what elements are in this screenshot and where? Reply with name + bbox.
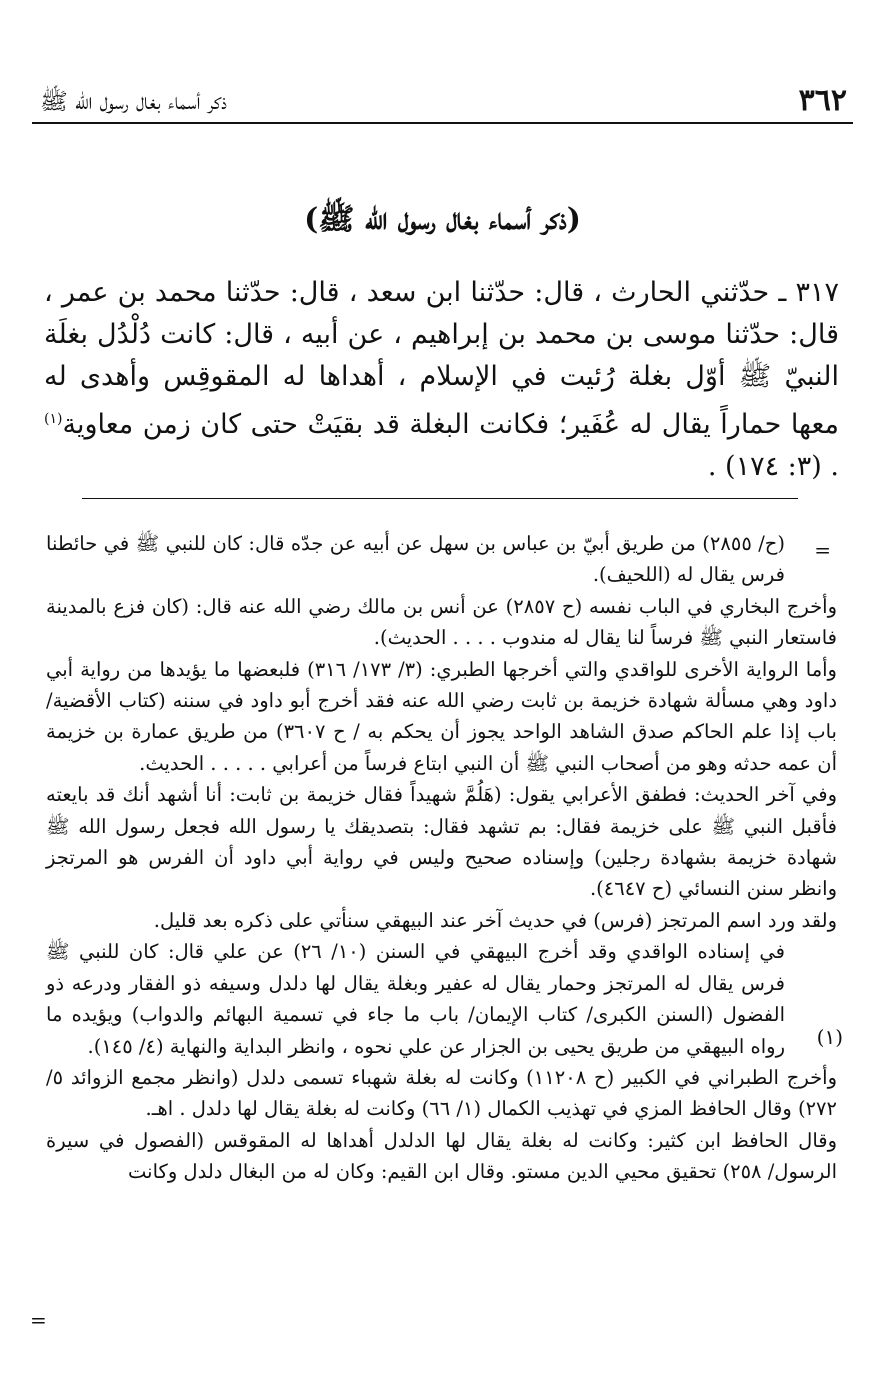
source-reference: . (٣: ١٧٤) . <box>707 451 839 482</box>
footnote-marker: (١) <box>816 1025 843 1049</box>
footnote-paragraph: ولقد ورد اسم المرتجز (فرس) في حديث آخر عند البيهقي سنأتي على ذكره بعد قليل. <box>153 908 837 932</box>
footnote-separator <box>82 498 798 499</box>
footnote-paragraph: وأخرج الطبراني في الكبير (ح ١١٢٠٨) وكانت له بغلة شهباء تسمى دلدل (وانظر مجمع الزوائد ٥/ ٢٧٢) وقال الحافظ المزي في تهذيب الكمال (١/ ٦٦) وكانت له بغلة يقال لها دلدل . اهـ. <box>46 1065 837 1121</box>
footnote-end-mark: = <box>30 1308 47 1332</box>
footnotes <box>46 528 837 1188</box>
footnote-paragraph: وقال الحافظ ابن كثير: وكانت له بغلة يقال لها الدلدل أهداها له المقوقس (الفصول في سيرة الرسول/ ٢٥٨) تحقيق محيي الدين مستو. وقال ابن القيم: وكان له من البغال دلدل وكانت <box>46 1128 837 1184</box>
footnote-paragraph: وأخرج البخاري في الباب نفسه (ح ٢٨٥٧) عن أنس بن مالك رضي الله عنه قال: (كان فزع بالمدينة فاستعار النبي ﷺ فرساً لنا يقال له مندوب . . . . الحديث). <box>46 594 837 650</box>
narration-text: ٣١٧ ـ حدّثني الحارث ، قال: حدّثنا ابن سعد ، قال: حدّثنا محمد بن عمر ، قال: حدّثنا موسى بن محمد بن إبراهيم ، عن أبيه ، قال: كانت دُلْدُل بغلَة النبيّ ﷺ أوّل بغلة رُئيت في الإسلام ، أهداها له المقوقِس وأهدى له معها حماراً يقال له عُفَير؛ فكانت البغلة قد بقيَتْ حتى كان زمن معاوية <box>44 277 839 440</box>
footnote-paragraph: وفي آخر الحديث: فطفق الأعرابي يقول: (هَلُمَّ شهيداً فقال خزيمة بن ثابت: أنا أشهد أنك قد بايعته فأقبل النبي ﷺ على خزيمة فقال: بم تشهد فقال: بتصديقك يا رسول الله فجعل رسول الله ﷺ شهادة خزيمة بشهادة رجلين) وإسناده صحيح وليس في رواية أبي داود أن الفرس هو المرتجز وانظر سنن النسائي (ح ٤٦٤٧). <box>46 783 837 901</box>
footnote-paragraph: في إسناده الواقدي وقد أخرج البيهقي في السنن (١٠/ ٢٦) عن علي قال: كان للنبي ﷺ فرس يقال له المرتجز وحمار يقال له عفير وبغلة يقال لها دلدل وسيفه ذو الفقار ودرعه ذو الفضول (السنن الكبرى/ كتاب الإيمان/ باب ما جاء في تسمية البهائم والدواب) ويؤيده ما رواه البيهقي من طريق يحيى بن الجزار عن علي نحوه ، وانظر البداية والنهاية (٤/ ١٤٥). <box>46 940 785 1058</box>
footnote-paragraph: وأما الرواية الأخرى للواقدي والتي أخرجها الطبري: (٣/ ١٧٣/ ٣١٦) فلبعضها ما يؤيدها من رواية أبي داود وهي مسألة شهادة خزيمة بن ثابت رضي الله عنه فقد أخرج أبو داود في سننه (كتاب الأقضية/ باب إذا علم الحاكم صدق الشاهد الواحد يجوز أن يحكم به / ح ٣٦٠٧) من طريق عمارة بن خزيمة أن عمه حدثه وهو من أصحاب النبي ﷺ أن النبي ابتاع فرساً من أعرابي . . . . . الحديث. <box>46 657 837 775</box>
chapter-title: (ذكر أسماء بغال رسول الله ﷺ) <box>304 202 581 237</box>
footnote-paragraph: (ح/ ٢٨٥٥) من طريق أبيّ بن عباس بن سهل عن أبيه عن جدّه قال: كان للنبي ﷺ في حائطنا فرس يقال له (اللحيف). <box>46 532 785 587</box>
running-header <box>32 80 853 124</box>
footnote-reference: (١) <box>44 411 63 427</box>
main-narration <box>44 272 839 488</box>
footnote-continuation-mark: = <box>814 538 831 562</box>
page-number: ٣٦٢ <box>798 83 847 118</box>
running-header-title: ذكر أسماء بغال رسول الله ﷺ <box>40 89 227 115</box>
